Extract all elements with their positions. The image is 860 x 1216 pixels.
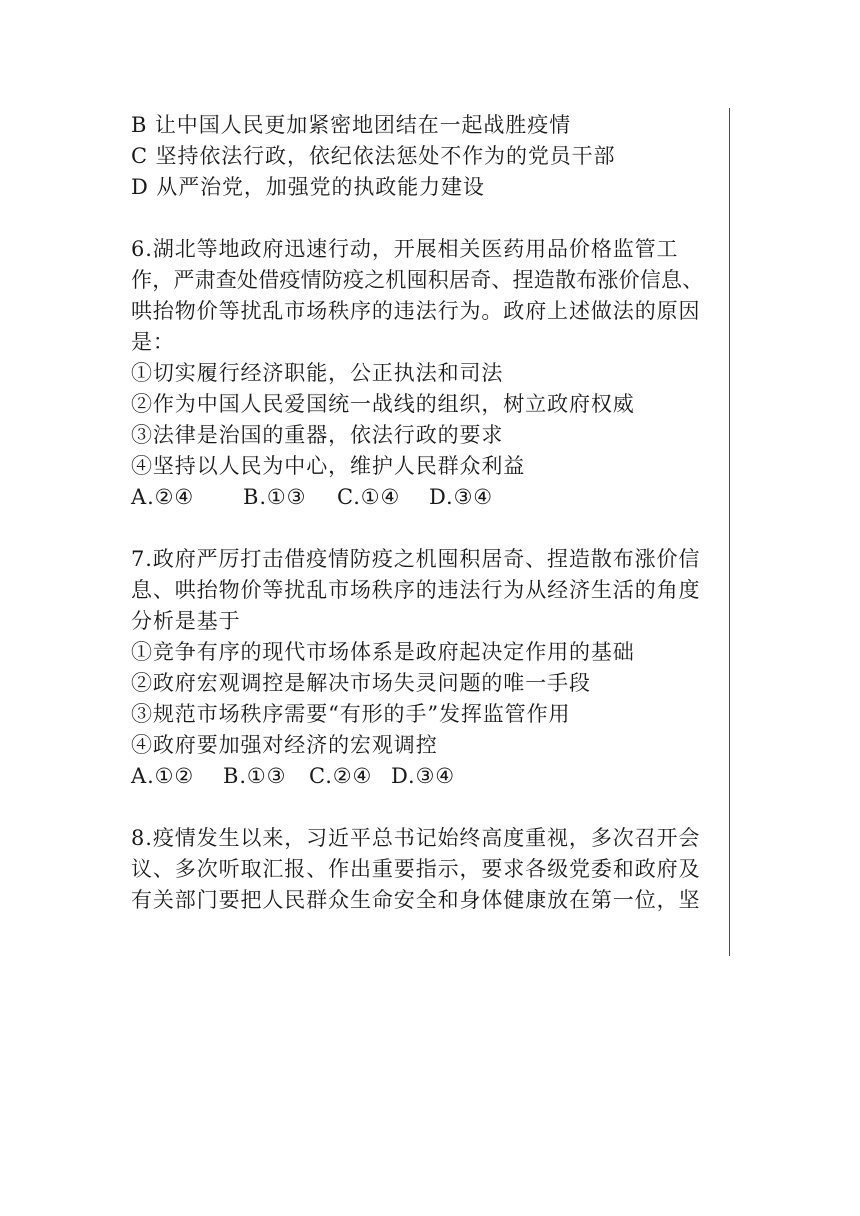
question-8-stem-line: 8.疫情发生以来，习近平总书记始终高度重视，多次召开会 bbox=[131, 826, 701, 850]
choice-d: D.③④ bbox=[391, 764, 456, 788]
choice-c: C.②④ bbox=[309, 764, 373, 788]
question-7-stem-line: 分析是基于 bbox=[131, 609, 241, 633]
question-8-stem-line: 有关部门要把人民群众生命安全和身体健康放在第一位，坚 bbox=[131, 888, 701, 912]
option-c: C 坚持依法行政，依纪依法惩处不作为的党员干部 bbox=[131, 144, 616, 168]
question-6-stem-line: 哄抬物价等扰乱市场秩序的违法行为。政府上述做法的原因 bbox=[131, 299, 701, 323]
choice-d: D.③④ bbox=[429, 485, 494, 509]
question-7-choices bbox=[131, 761, 731, 792]
choice-c: C.①④ bbox=[337, 485, 401, 509]
option-d: D 从严治党，加强党的执政能力建设 bbox=[131, 175, 485, 199]
question-7-stem-line: 息、哄抬物价等扰乱市场秩序的违法行为从经济生活的角度 bbox=[131, 578, 701, 602]
question-7-statement: ③规范市场秩序需要“有形的手”发挥监管作用 bbox=[131, 702, 571, 726]
question-6-statement: ①切实履行经济职能，公正执法和司法 bbox=[131, 361, 504, 385]
choice-a: A.①② bbox=[131, 764, 195, 788]
choice-a: A.②④ bbox=[131, 485, 195, 509]
choice-b: B.①③ bbox=[243, 485, 307, 509]
question-6-stem-line: 作，严肃查处借疫情防疫之机囤积居奇、捏造散布涨价信息、 bbox=[131, 268, 704, 292]
question-8 bbox=[131, 823, 731, 916]
question-6-statement: ③法律是治国的重器，依法行政的要求 bbox=[131, 423, 504, 447]
question-7-statement: ④政府要加强对经济的宏观调控 bbox=[131, 733, 438, 757]
spacer bbox=[131, 513, 731, 544]
option-b: B 让中国人民更加紧密地团结在一起战胜疫情 bbox=[131, 113, 572, 137]
document-content bbox=[131, 110, 731, 916]
question-7-statement: ②政府宏观调控是解决市场失灵问题的唯一手段 bbox=[131, 671, 591, 695]
choice-b: B.①③ bbox=[223, 764, 287, 788]
question-7 bbox=[131, 544, 731, 792]
question-7-stem-line: 7.政府严厉打击借疫情防疫之机囤积居奇、捏造散布涨价信 bbox=[131, 547, 701, 571]
question-6-statement: ②作为中国人民爱国统一战线的组织，树立政府权威 bbox=[131, 392, 635, 416]
question-7-statement: ①竞争有序的现代市场体系是政府起决定作用的基础 bbox=[131, 640, 635, 664]
question-6-choices bbox=[131, 482, 731, 513]
question-6 bbox=[131, 234, 731, 513]
spacer bbox=[131, 203, 731, 234]
question-6-stem-line: 是： bbox=[131, 330, 175, 354]
spacer bbox=[131, 792, 731, 823]
question-8-stem-line: 议、多次听取汇报、作出重要指示，要求各级党委和政府及 bbox=[131, 857, 701, 881]
question-6-stem-line: 6.湖北等地政府迅速行动，开展相关医药用品价格监管工 bbox=[131, 237, 679, 261]
question-6-statement: ④坚持以人民为中心，维护人民群众利益 bbox=[131, 454, 526, 478]
